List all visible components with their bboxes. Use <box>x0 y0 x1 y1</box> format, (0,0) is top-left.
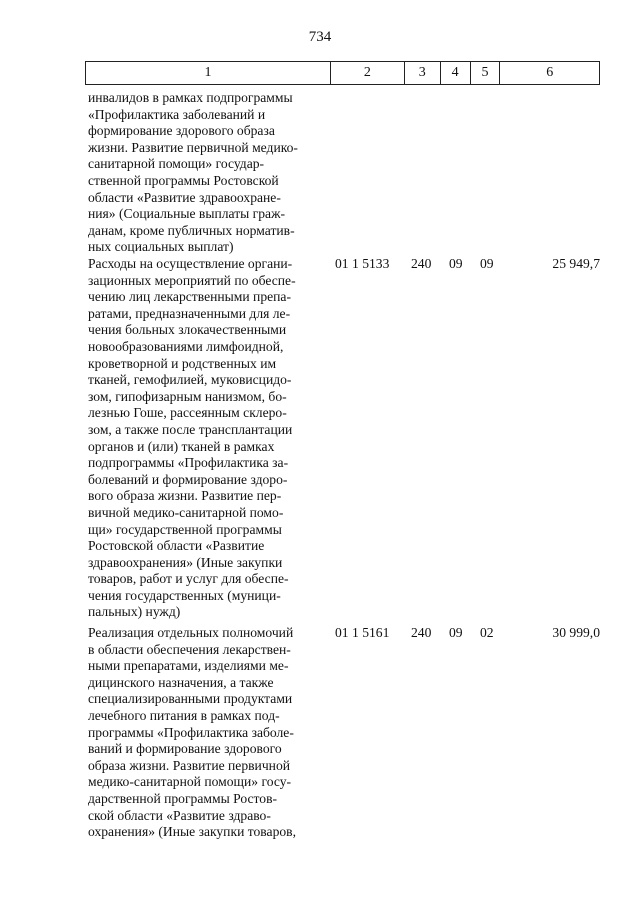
header-col-1: 1 <box>86 62 331 84</box>
row-code: 01 1 5161 <box>335 625 390 640</box>
header-col-6: 6 <box>546 65 554 80</box>
row-description: Реализация отдельных полномочий в области обеспечения лекарствен- ными препаратами, изделиями ме- дицинского назначения, а также специализированными продуктами лечебного питания в рамках под- программы «Профилактика заболе- ваний и формирование здорового образа жизни. Развитие первичной медико-санитарной помощи» госу- дарственной программы Ростов- ской области «Развитие здраво- охранения» (Иные закупки товаров, <box>88 625 296 840</box>
header-col-2: 2 <box>331 62 405 84</box>
row-subsection: 02 <box>480 625 494 640</box>
row-description: Расходы на осуществление органи- зационных мероприятий по обеспе- чению лиц лекарственными препа- ратами, предназначенными для ле- чения больных злокачественными новообразованиями лимфоидной, кроветворной и родственных им тканей, гемофилией, муковисцидо- зом, гипофизарным нанизмом, бо- лезнью Гоше, рассеянным склеро- зом, а также после трансплантации органов и (или) тканей в рамках подпрограммы «Профилактика за- болеваний и формирование здоро- вого образа жизни. Развитие пер- вичной медико-санитарной помо- щи» государственной программы Ростовской области «Развитие здравоохранения» (Иные закупки товаров, работ и услуг для обеспе- чения государственных (муници- пальных) нужд) <box>88 256 296 620</box>
row-section: 09 <box>449 625 463 640</box>
header-col-3: 3 <box>405 62 441 84</box>
header-col-4: 4 <box>441 62 471 84</box>
page-number: 734 <box>308 29 332 45</box>
row-sum: 25 949,7 <box>552 256 600 271</box>
table-header <box>85 61 600 85</box>
row-description: инвалидов в рамках подпрограммы «Профилактика заболеваний и формирование здорового образа жизни. Развитие первичной медико- санитарной помощи» государ- ственной программы Ростовской области «Развитие здравоохране- ния» (Социальные выплаты граж- данам, кроме публичных норматив- ных социальных выплат) <box>88 90 298 255</box>
row-code: 01 1 5133 <box>335 256 390 271</box>
header-col-5: 5 <box>471 62 501 84</box>
row-subsection: 09 <box>480 256 494 271</box>
row-sum: 30 999,0 <box>552 625 600 640</box>
row-expense-type: 240 <box>411 256 432 271</box>
row-section: 09 <box>449 256 463 271</box>
row-expense-type: 240 <box>411 625 432 640</box>
